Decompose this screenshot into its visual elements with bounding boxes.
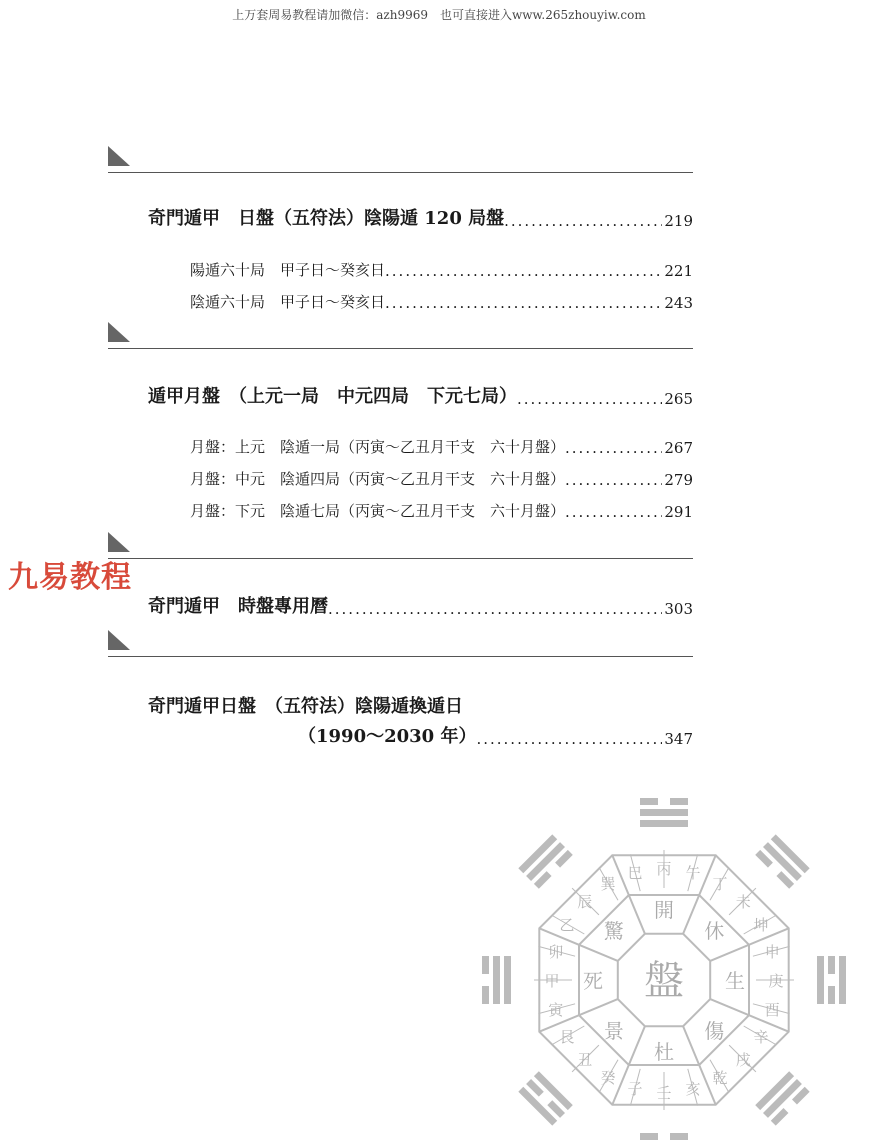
bagua-outer-label: 未 — [735, 892, 751, 911]
trigram-icon — [755, 834, 809, 888]
toc-page-number: 265 — [664, 390, 693, 408]
dot-leader — [385, 262, 662, 280]
section-marker-icon — [108, 630, 130, 650]
bagua-outer-label: 巽 — [600, 875, 616, 893]
top-watermark: 上万套周易教程请加微信：azh9969 也可直接进入www.265zhouyiw.com — [232, 8, 646, 22]
toc-entry[interactable] — [190, 431, 693, 457]
dot-leader — [504, 212, 662, 230]
toc-entry[interactable] — [190, 495, 693, 521]
section-marker-icon — [108, 146, 130, 166]
dot-leader — [565, 471, 662, 489]
bagua-outer-label: 戌 — [735, 1051, 751, 1070]
toc-entry[interactable] — [190, 254, 693, 280]
toc-title: 遁甲月盤 （上元一局 中元四局 下元七局） — [148, 386, 517, 407]
toc-title-line2: （1990～2030 年） — [298, 726, 477, 747]
section-divider — [108, 656, 693, 657]
trigram-icon — [755, 1071, 809, 1125]
toc-title: 月盤：中元 陰遁四局（丙寅～乙丑月干支 六十月盤） — [190, 470, 566, 488]
toc-entry[interactable] — [190, 463, 693, 489]
bagua-outer-label: 亥 — [685, 1080, 701, 1099]
toc-title: 陰遁六十局 甲子日～癸亥日 — [190, 293, 386, 311]
bagua-diagram-icon — [470, 780, 878, 1142]
toc-title: 陽遁六十局 甲子日～癸亥日 — [190, 261, 386, 279]
section-divider — [108, 348, 693, 349]
toc-page-number: 347 — [664, 730, 693, 748]
bagua-outer-label: 卯 — [548, 943, 564, 961]
trigram-icon — [817, 956, 846, 1004]
trigram-icon — [640, 1133, 688, 1142]
bagua-inner-label: 死 — [583, 969, 603, 993]
bagua-outer-label: 申 — [764, 943, 780, 961]
toc-page-number: 291 — [664, 503, 693, 521]
dot-leader — [517, 390, 662, 408]
trigram-icon — [482, 956, 511, 1004]
bagua-outer-label: 坤 — [753, 916, 769, 934]
bagua-inner-label: 休 — [704, 918, 725, 943]
bagua-inner-label: 驚 — [603, 918, 624, 943]
toc-entry-main[interactable] — [148, 382, 693, 408]
bagua-outer-label: 巳 — [627, 863, 643, 882]
bagua-outer-label: 丑 — [577, 1051, 593, 1070]
dot-leader — [385, 294, 662, 312]
bagua-inner-label: 傷 — [704, 1019, 725, 1044]
toc-entry-main[interactable] — [148, 204, 693, 230]
bagua-outer-label: 丁 — [712, 875, 728, 893]
dot-leader — [476, 730, 662, 748]
bagua-inner-label: 生 — [725, 969, 745, 993]
bagua-outer-label: 壬 — [656, 1084, 672, 1102]
section-divider — [108, 558, 693, 559]
toc-page-number: 267 — [664, 439, 693, 457]
bagua-outer-label: 午 — [685, 863, 701, 882]
section-marker-icon — [108, 532, 130, 552]
trigram-icon — [518, 1071, 572, 1125]
toc-page-number: 219 — [664, 212, 693, 230]
bagua-outer-label: 子 — [627, 1080, 643, 1099]
watermark-stamp: 九易教程 — [8, 560, 132, 595]
toc-title[interactable]: 奇門遁甲日盤 （五符法）陰陽遁換遁日 — [148, 696, 463, 717]
bagua-inner-label: 景 — [603, 1019, 624, 1044]
bagua-outer-label: 酉 — [764, 1001, 780, 1019]
toc-title: 月盤：下元 陰遁七局（丙寅～乙丑月干支 六十月盤） — [190, 502, 566, 520]
toc-entry[interactable] — [190, 286, 693, 312]
bagua-outer-label: 庚 — [768, 972, 784, 990]
toc-entry-main[interactable] — [298, 722, 693, 748]
bagua-outer-label: 辛 — [753, 1028, 769, 1046]
bagua-outer-label: 乾 — [712, 1069, 728, 1087]
toc-page-number: 303 — [664, 600, 693, 618]
trigram-icon — [518, 834, 572, 888]
bagua-inner-label: 開 — [654, 898, 674, 922]
bagua-outer-label: 寅 — [548, 1001, 564, 1019]
dot-leader — [565, 439, 662, 457]
bagua-outer-label: 癸 — [600, 1069, 616, 1087]
toc-entry-main[interactable] — [148, 592, 693, 618]
dot-leader — [328, 600, 662, 618]
bagua-outer-label: 丙 — [656, 860, 672, 878]
bagua-outer-label: 甲 — [544, 972, 560, 990]
bagua-outer-label: 辰 — [577, 892, 593, 911]
toc-page-number: 221 — [664, 262, 693, 280]
section-divider — [108, 172, 693, 173]
trigram-icon — [640, 798, 688, 827]
bagua-outer-label: 艮 — [559, 1028, 575, 1046]
bagua-inner-label: 杜 — [654, 1040, 674, 1064]
toc-page-number: 243 — [664, 294, 693, 312]
toc-title: 月盤：上元 陰遁一局（丙寅～乙丑月干支 六十月盤） — [190, 438, 566, 456]
toc-title: 奇門遁甲 時盤專用曆 — [148, 596, 328, 617]
dot-leader — [565, 503, 662, 521]
bagua-outer-label: 乙 — [559, 916, 575, 934]
bagua-center-label: 盤 — [644, 958, 684, 1004]
section-marker-icon — [108, 322, 130, 342]
toc-page-number: 279 — [664, 471, 693, 489]
toc-title: 奇門遁甲 日盤（五符法）陰陽遁 120 局盤 — [148, 208, 505, 229]
